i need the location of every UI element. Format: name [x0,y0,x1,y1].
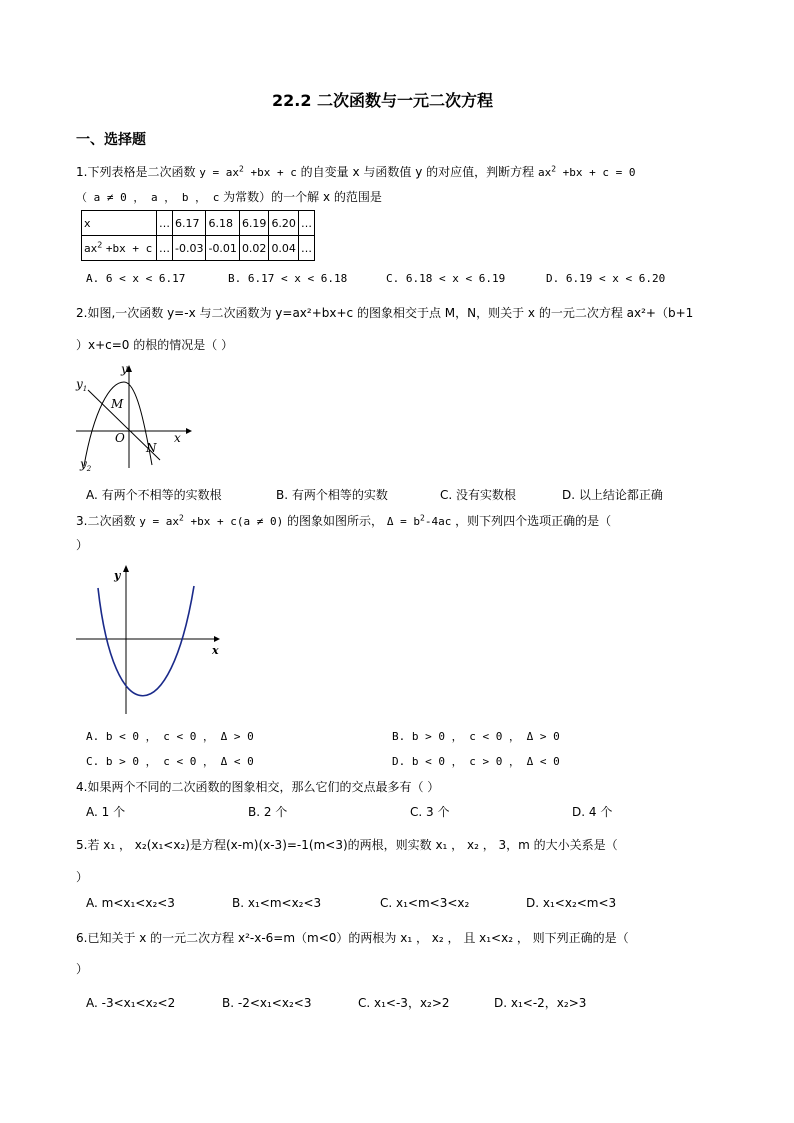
q2-label-y2-main: y [80,457,87,471]
table-row [82,236,315,261]
page-title: 22.2 二次函数与一元二次方程 [272,91,494,110]
q2-label-y1-main: y [76,377,83,391]
q1-line2 [76,190,382,205]
q5-option-b[interactable]: B. x₁<m<x₂<3 [232,896,322,910]
q5-option-d[interactable]: D. x₁<x₂<m<3 [526,896,617,910]
q3-label-y: y [114,569,121,582]
q3-option-d[interactable]: D. b < 0 ， c > 0 ， Δ < 0 [392,755,560,768]
q1-formula-a-1: y = ax [199,166,240,179]
q2-x-arrow [186,428,192,434]
q3-formula-a-1: y = ax [139,515,180,528]
q1-condition: （ a ≠ 0 ， a ， b ， c [76,191,220,204]
q5-option-a[interactable]: A. m<x₁<x₂<3 [86,896,175,910]
q3-parabola [98,586,194,696]
q3-formula-a [139,515,283,528]
table-cell: 6.19 [239,211,269,236]
q3-formula-b [387,515,451,528]
q1-sup: 2 [239,164,244,174]
q3-line2: ） [76,538,89,552]
q3-text-g: ，则下列四个选项正确的是（ [455,514,612,528]
row-label-a: ax [84,241,98,255]
q2-label-y1 [75,377,87,393]
q2-option-c[interactable]: C. 没有实数根 [440,488,517,502]
q3-x-arrow [214,636,220,642]
q3-formula-a-2: +bx + c(a ≠ 0) [190,515,284,528]
q6-option-b[interactable]: B. -2<x₁<x₂<3 [222,996,312,1010]
q2-label-y1-sub: 1 [82,385,88,393]
table-cell: … [298,211,314,236]
q6-line2: ） [76,962,89,976]
q1-option-c[interactable]: C. 6.18 < x < 6.19 [386,272,506,285]
q1-option-d[interactable]: D. 6.19 < x < 6.20 [546,272,666,285]
q2-label-o: O [115,431,125,445]
q2-label-x: x [174,431,181,445]
q2-graph [74,360,194,475]
q2-label-y: y [121,362,128,376]
q1-formula-b-1: ax [537,166,552,179]
q3-text-d: 的图象如图所示， [287,514,384,528]
q3-label-x: x [212,644,219,657]
q2-label-y2 [79,457,92,473]
q6-option-a[interactable]: A. -3<x₁<x₂<2 [86,996,176,1010]
q1-text-d: 的自变量 x 与函数值 y 的对应值，判断方程 [300,165,535,179]
section-heading: 一、选择题 [76,132,146,148]
q2-option-b[interactable]: B. 有两个相等的实数 [276,488,388,502]
q3-formula-b-1: Δ = b [386,515,420,528]
q4-option-a[interactable]: A. 1 个 [86,805,126,819]
q3-y-arrow [123,565,129,572]
q3-text-a: 3.二次函数 [76,514,136,528]
q1-formula-a [199,166,297,179]
table-cell: 6.18 [206,211,239,236]
q2-label-y2-sub: 2 [86,465,92,473]
q2-option-a[interactable]: A. 有两个不相等的实数根 [86,488,222,502]
q3-sup-a: 2 [179,513,184,523]
q1-text-a: 1.下列表格是二次函数 [76,165,196,179]
table-cell: … [298,236,314,261]
q4-option-d[interactable]: D. 4 个 [572,805,613,819]
q5-option-c[interactable]: C. x₁<m<3<x₂ [380,896,470,910]
table-cell: 6.17 [173,211,206,236]
q3-option-a[interactable]: A. b < 0 ， c < 0 ， Δ > 0 [86,730,254,743]
q1-text-e: 为常数）的一个解 x 的范围是 [223,190,382,204]
table-cell: … [157,211,173,236]
q2-line2: ）x+c=0 的根的情况是（ ） [76,338,234,352]
table-cell: … [157,236,173,261]
q2-option-d[interactable]: D. 以上结论都正确 [562,488,663,502]
row-label-sup: 2 [97,239,103,249]
q2-label-n: N [146,441,157,455]
q3-formula-b-2: -4ac [424,515,452,528]
q1-line1 [76,165,636,180]
q3-sup-b: 2 [420,513,425,523]
q1-option-b[interactable]: B. 6.17 < x < 6.18 [228,272,348,285]
q4-line1: 4.如果两个不同的二次函数的图象相交，那么它们的交点最多有（ ） [76,780,440,794]
table-cell: -0.01 [206,236,239,261]
q1-sup-b: 2 [551,164,557,174]
table-cell: 0.02 [239,236,269,261]
q2-line1: 2.如图,一次函数 y=-x 与二次函数为 y=ax²+bx+c 的图象相交于点 M，N，则关于 x 的一元二次方程 ax²+（b+1 [76,306,694,320]
q6-line1: 6.已知关于 x 的一元二次方程 x²-x-6=m（m<0）的两根为 x₁ ， x₂ ， 且 x₁<x₂ ， 则下列正确的是（ [76,931,629,945]
q6-option-c[interactable]: C. x₁<-3，x₂>2 [358,996,450,1010]
q2-label-m: M [111,397,124,411]
q1-option-a[interactable]: A. 6 < x < 6.17 [86,272,186,285]
row-label-b: +bx + c [105,241,153,255]
table-cell: 6.20 [269,211,299,236]
q3-option-b[interactable]: B. b > 0 ， c < 0 ， Δ > 0 [392,730,560,743]
q3-option-c[interactable]: C. b > 0 ， c < 0 ， Δ < 0 [86,755,254,768]
q4-option-b[interactable]: B. 2 个 [248,805,288,819]
table-cell: x [82,211,157,236]
q1-formula-a-2: +bx + c [250,166,297,179]
q5-line2: ） [76,870,89,884]
q6-option-d[interactable]: D. x₁<-2，x₂>3 [494,996,587,1010]
table-cell: -0.03 [173,236,206,261]
table-cell [82,236,157,261]
q4-option-c[interactable]: C. 3 个 [410,805,450,819]
q1-formula-b-2: +bx + c = 0 [562,166,636,179]
table-row [82,211,315,236]
table-cell: 0.04 [269,236,299,261]
q2-parabola-y2 [84,382,152,466]
q1-value-table [81,210,315,261]
q3-graph [74,562,224,722]
q3-line1 [76,514,611,529]
q1-formula-b [538,166,636,179]
q5-line1: 5.若 x₁ ， x₂(x₁<x₂)是方程(x-m)(x-3)=-1(m<3)的两根，则实数 x₁ ， x₂ ， 3，m 的大小关系是（ [76,838,618,852]
